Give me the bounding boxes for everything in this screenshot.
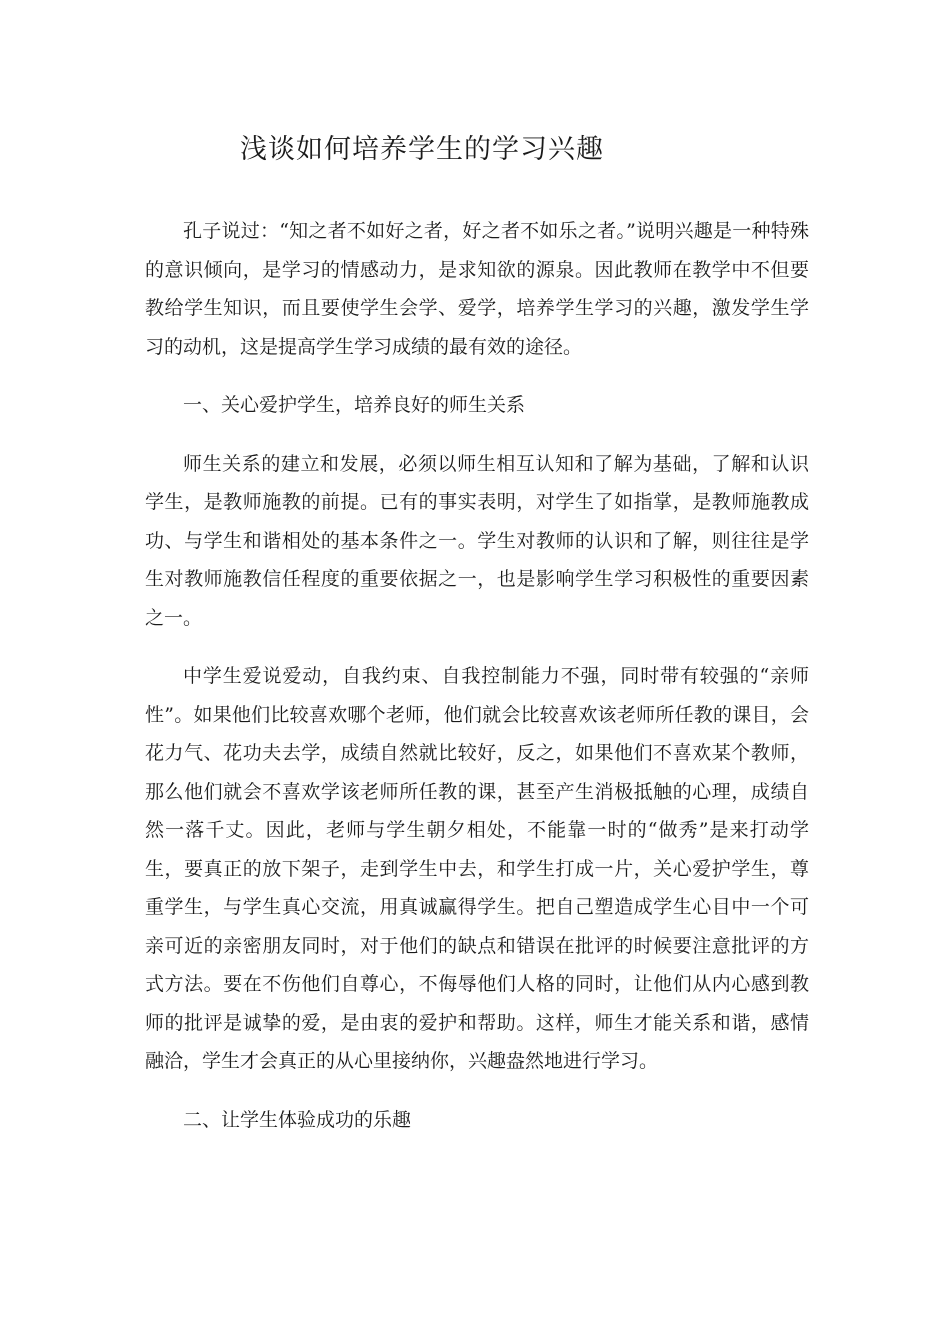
section-1-paragraph-1: 师生关系的建立和发展，必须以师生相互认知和了解为基础，了解和认识学生，是教师施教的前提。已有的事实表明，对学生了如指掌，是教师施教成功、与学生和谐相处的基本条件之一。学生对教师的认识和了解，则往往是学生对教师施教信任程度的重要依据之一，也是影响学生学习积极性的重要因素之一。	[145, 452, 809, 629]
section-2-heading: 二、让学生体验成功的乐趣	[183, 1108, 412, 1131]
document-title: 浅谈如何培养学生的学习兴趣	[240, 134, 604, 165]
section-1-paragraph-2: 中学生爱说爱动，自我约束、自我控制能力不强，同时带有较强的“亲师性”。如果他们比较喜欢哪个老师，他们就会比较喜欢该老师所任教的课目，会花力气、花功夫去学，成绩自然就比较好，反之，如果他们不喜欢某个教师，那么他们就会不喜欢学该老师所任教的课，甚至产生消极抵触的心理，成绩自然一落千丈。因此，老师与学生朝夕相处，不能靠一时的“做秀”是来打动学生，要真正的放下架子，走到学生中去，和学生打成一片，关心爱护学生，尊重学生，与学生真心交流，用真诚赢得学生。把自己塑造成学生心目中一个可亲可近的亲密朋友同时，对于他们的缺点和错误在批评的时候要注意批评的方式方法。要在不伤他们自尊心，不侮辱他们人格的同时，让他们从内心感到教师的批评是诚挚的爱，是由衷的爱护和帮助。这样，师生才能关系和谐，感情融洽，学生才会真正的从心里接纳你，兴趣盎然地进行学习。	[145, 665, 809, 1072]
document-body	[145, 212, 809, 1139]
intro-paragraph: 孔子说过：“知之者不如好之者，好之者不如乐之者。”说明兴趣是一种特殊的意识倾向，是学习的情感动力，是求知欲的源泉。因此教师在教学中不但要教给学生知识，而且要使学生会学、爱学，培养学生学习的兴趣，激发学生学习的动机，这是提高学生学习成绩的最有效的途径。	[145, 220, 809, 358]
section-1-heading: 一、关心爱护学生，培养良好的师生关系	[183, 394, 526, 416]
